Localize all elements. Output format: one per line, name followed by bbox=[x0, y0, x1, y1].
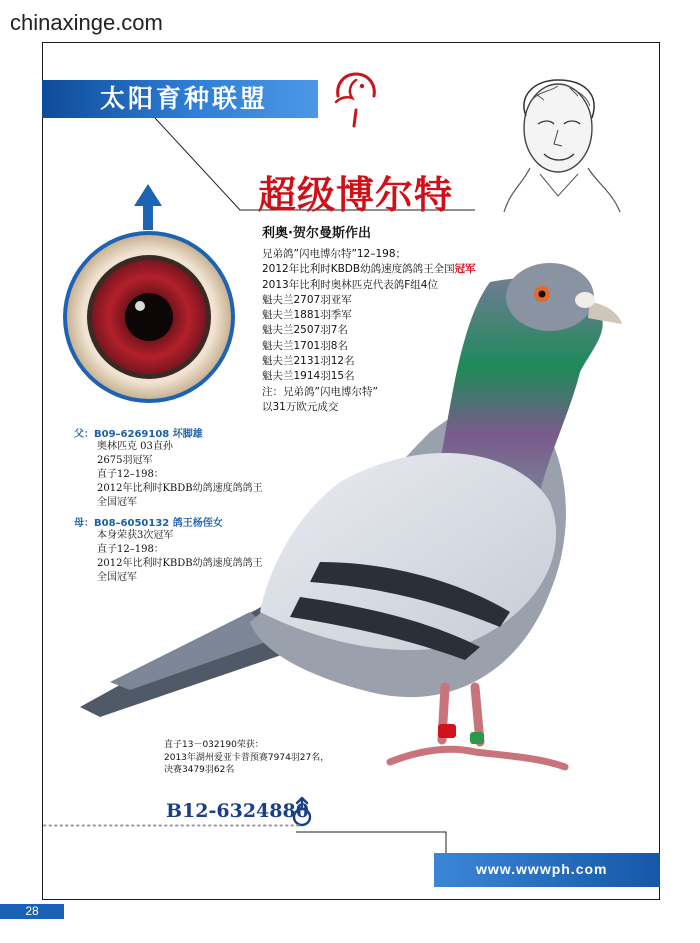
bio-line: 以31万欧元成交 bbox=[262, 400, 339, 413]
headline: 超级博尔特 bbox=[258, 172, 454, 217]
father-info bbox=[74, 425, 263, 510]
bio-line: 魁夫兰2507羽7名 bbox=[262, 324, 348, 337]
bio-line: 注：兄弟鸽”闪电博尔特” bbox=[262, 385, 378, 398]
mother-info bbox=[74, 514, 263, 585]
bio-line: 魁夫兰1914羽15名 bbox=[262, 370, 355, 383]
father-line: 2012年比利时KBDB幼鸽速度鸽鸽王 bbox=[97, 483, 263, 494]
breeder-portrait bbox=[500, 72, 624, 218]
dotted-divider bbox=[42, 824, 302, 827]
highlight-champion: 冠军 bbox=[454, 263, 476, 276]
pigeon-logo-icon bbox=[326, 66, 384, 134]
mother-line: 本身荣获3次冠军 bbox=[97, 530, 174, 541]
mother-ring-name: B08–6050132 鸽王杨侄女 bbox=[94, 518, 223, 529]
bio-line: 兄弟鸽”闪电博尔特”12–198； bbox=[262, 248, 407, 260]
father-line: 直子12–198： bbox=[97, 469, 164, 480]
bio-line: 魁夫兰2131羽12名 bbox=[262, 355, 355, 368]
mother-line: 全国冠军 bbox=[97, 572, 137, 583]
website-link[interactable]: www.wwwph.com bbox=[476, 861, 608, 877]
page-title: 太阳育种联盟 bbox=[100, 84, 269, 113]
bio-line: 2013年比利时奥林匹克代表鸽F组4位 bbox=[262, 278, 438, 291]
award-line: 2013年湖州爱亚卡普预赛7974羽27名， bbox=[164, 752, 330, 763]
award-line: 决赛3479羽62名 bbox=[164, 765, 235, 775]
offspring-awards bbox=[164, 739, 329, 777]
bio-line: 魁夫兰2707羽亚军 bbox=[262, 293, 352, 306]
father-line: 全国冠军 bbox=[97, 497, 137, 508]
award-line: 直子13－032190荣获： bbox=[164, 740, 264, 750]
page-number: 28 bbox=[0, 904, 64, 919]
mother-line: 直子12–198： bbox=[97, 544, 164, 555]
father-heading bbox=[74, 425, 263, 440]
breeder-byline: 利奥·贺尔曼斯作出 bbox=[262, 226, 371, 241]
mother-heading bbox=[74, 514, 263, 529]
mother-line: 2012年比利时KBDB幼鸽速度鸽鸽王 bbox=[97, 558, 263, 569]
bio-line-prefix: 2012年比利时KBDB幼鸽速度鸽鸽王全国 bbox=[262, 263, 455, 276]
ring-number: B12-6324880 bbox=[166, 800, 309, 822]
father-line: 奥林匹克 03直孙 bbox=[97, 441, 173, 452]
father-line: 2675羽冠军 bbox=[97, 455, 153, 466]
mother-tag: 母： bbox=[74, 518, 94, 529]
watermark: chinaxinge.com bbox=[10, 10, 163, 35]
up-arrow-icon bbox=[128, 182, 168, 232]
father-tag: 父： bbox=[74, 429, 94, 440]
father-ring-name: B09–6269108 坏脚雄 bbox=[94, 429, 203, 440]
bio-line: 魁夫兰1881羽季军 bbox=[262, 309, 352, 322]
bio-line: 魁夫兰1701羽8名 bbox=[262, 339, 348, 352]
